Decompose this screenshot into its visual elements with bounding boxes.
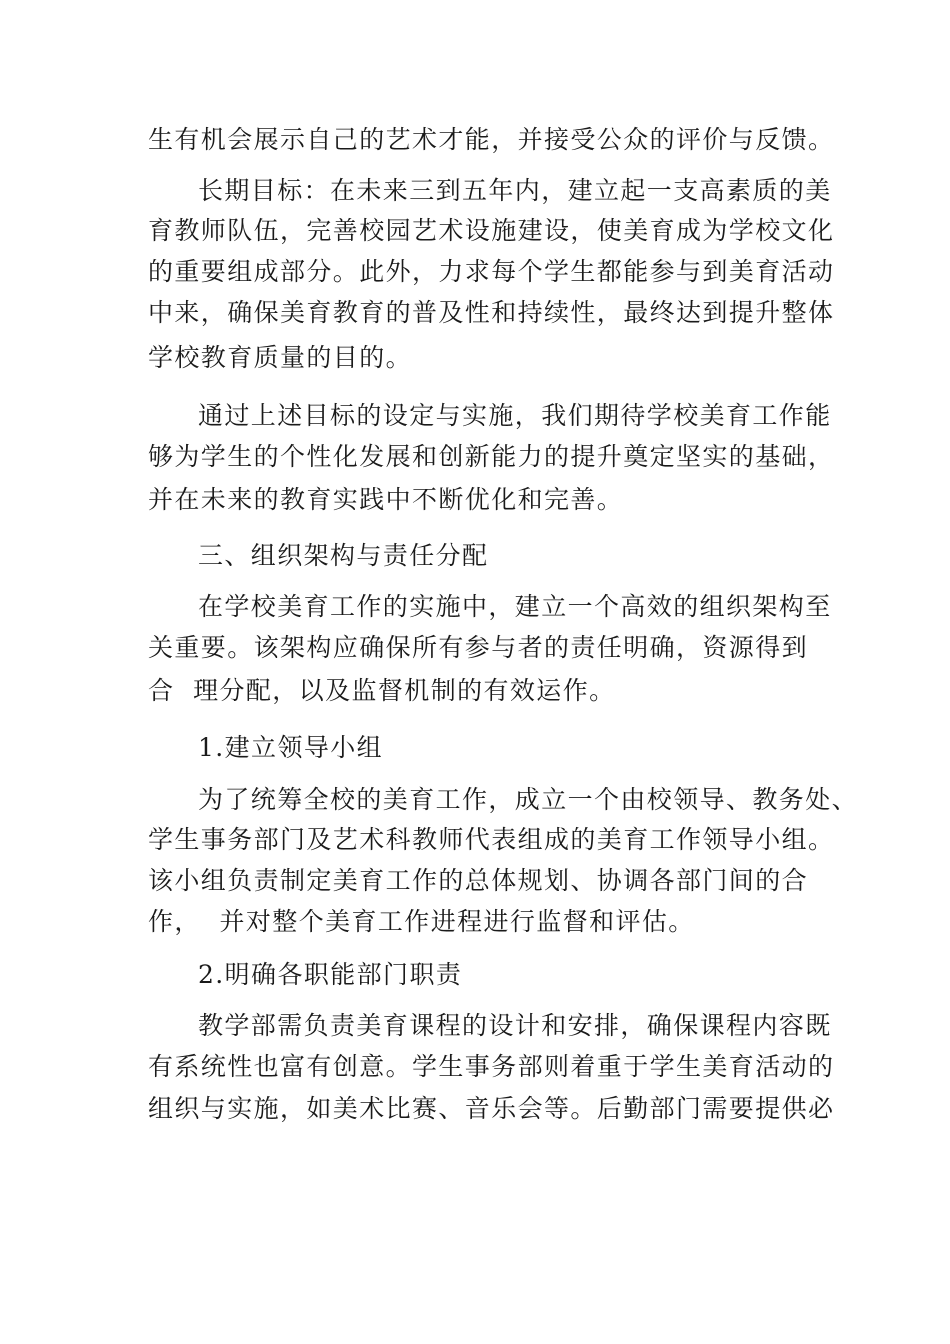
text-line: 作， 并对整个美育工作进程进行监督和评估。 (148, 907, 695, 936)
text-line: 育教师队伍，完善校园艺术设施建设，使美育成为学校文化 (148, 216, 835, 245)
text-line: 够为学生的个性化发展和创新能力的提升奠定坚实的基础， (148, 442, 835, 471)
section-heading: 三、组织架构与责任分配 (198, 541, 489, 570)
text-line: 生有机会展示自己的艺术才能，并接受公众的评价与反馈。 (148, 125, 835, 154)
text-line: 合 理分配，以及监督机制的有效运作。 (148, 676, 616, 705)
text-line: 学生事务部门及艺术科教师代表组成的美育工作领导小组。 (148, 825, 835, 854)
text-line: 有系统性也富有创意。学生事务部则着重于学生美育活动的 (148, 1052, 835, 1081)
text-line: 该小组负责制定美育工作的总体规划、协调各部门间的合 (148, 866, 809, 895)
text-line: 组织与实施，如美术比赛、音乐会等。后勤部门需要提供必 (148, 1094, 835, 1123)
text-line: 中来，确保美育教育的普及性和持续性，最终达到提升整体 (148, 298, 835, 327)
text-line: 并在未来的教育实践中不断优化和完善。 (148, 485, 624, 514)
text-line: 学校教育质量的目的。 (148, 343, 413, 372)
text-line: 的重要组成部分。此外，力求每个学生都能参与到美育活动 (148, 257, 835, 286)
text-line: 关重要。该架构应确保所有参与者的责任明确，资源得到 (148, 633, 809, 662)
text-line: 在学校美育工作的实施中，建立一个高效的组织架构至 (198, 592, 832, 621)
text-line: 为了统筹全校的美育工作，成立一个由校领导、教务处、 (198, 785, 859, 814)
text-line: 教学部需负责美育课程的设计和安排，确保课程内容既 (198, 1011, 832, 1040)
subsection-heading: 2.明确各职能部门职责 (198, 960, 463, 989)
subsection-heading: 1.建立领导小组 (198, 733, 384, 762)
text-line: 长期目标：在未来三到五年内，建立起一支高素质的美 (198, 176, 832, 205)
text-line: 通过上述目标的设定与实施，我们期待学校美育工作能 (198, 401, 832, 430)
